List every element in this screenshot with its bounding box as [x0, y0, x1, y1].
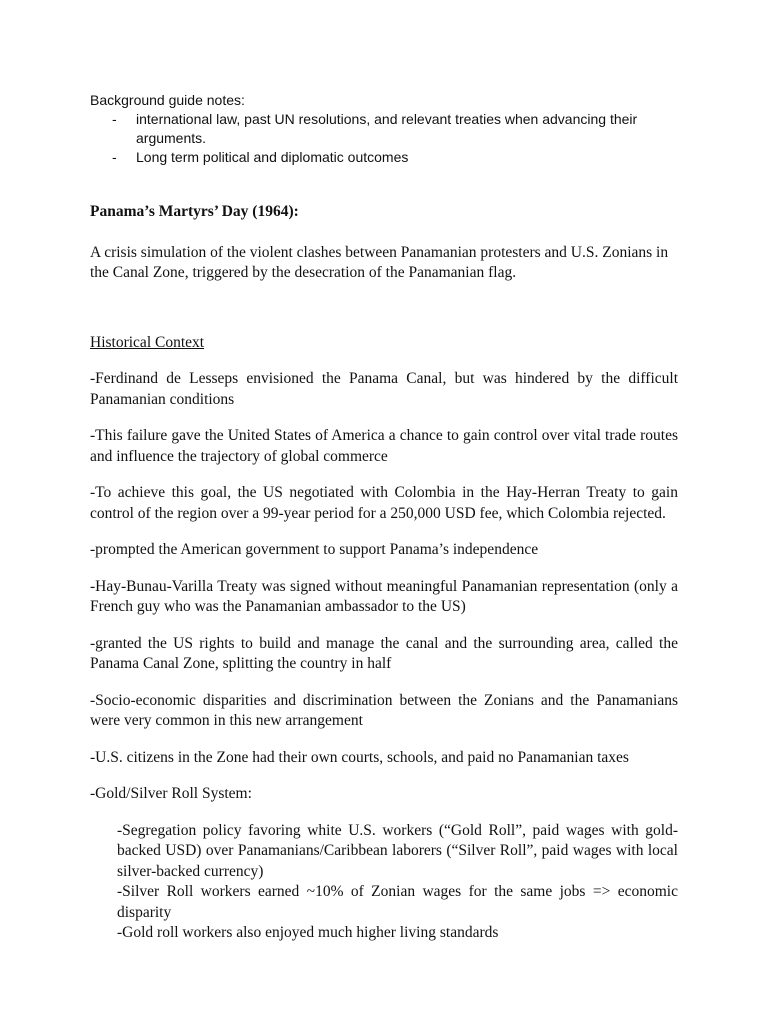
notes-bullet-text: Long term political and diplomatic outcomes [136, 149, 409, 165]
main-content [90, 202, 678, 944]
context-paragraph: -This failure gave the United States of America a chance to gain control over vital trade routes and influence the trajectory of global commerce [90, 427, 678, 465]
topic-description: A crisis simulation of the violent clashes between Panamanian protesters and U.S. Zonians in the Canal Zone, triggered by the desecration of the Panamanian flag. [90, 243, 669, 281]
context-paragraph: -Socio-economic disparities and discrimination between the Zonians and the Panamanians were very common in this new arrangement [90, 691, 678, 729]
sub-point: -Silver Roll workers earned ~10% of Zonian wages for the same jobs => economic disparity [117, 883, 678, 921]
section-heading-historical-context: Historical Context [90, 333, 205, 351]
notes-bullet [90, 148, 650, 167]
sub-point: -Segregation policy favoring white U.S. workers (“Gold Roll”, paid wages with gold-backed USD) over Panamanians/Caribbean laborers (“Silver Roll”, paid wages with local silver-backed currency) [117, 821, 678, 880]
context-paragraph: -Ferdinand de Lesseps envisioned the Panama Canal, but was hindered by the difficult Panamanian conditions [90, 370, 678, 408]
context-paragraph: -To achieve this goal, the US negotiated with Colombia in the Hay-Herran Treaty to gain control of the region over a 99-year period for a 250,000 USD fee, which Colombia rejected. [90, 484, 678, 522]
context-paragraph: -Hay-Bunau-Varilla Treaty was signed without meaningful Panamanian representation (only a French guy who was the Panamanian ambassador to the US) [90, 577, 678, 615]
notes-bullet [90, 110, 650, 148]
context-paragraph: -granted the US rights to build and manage the canal and the surrounding area, called the Panama Canal Zone, splitting the country in half [90, 634, 678, 672]
context-paragraph: -Gold/Silver Roll System: [90, 785, 252, 802]
sub-point: -Gold roll workers also enjoyed much higher living standards [117, 924, 499, 941]
notes-bullet-text: international law, past UN resolutions, and relevant treaties when advancing their arguments. [136, 111, 638, 146]
background-notes [90, 91, 650, 167]
gold-silver-roll-details [117, 821, 678, 944]
topic-title: Panama’s Martyrs’ Day (1964): [90, 203, 299, 220]
bullet-dash: - [112, 149, 117, 165]
notes-heading: Background guide notes: [90, 92, 245, 108]
bullet-dash: - [112, 111, 117, 127]
context-paragraph: -prompted the American government to support Panama’s independence [90, 541, 539, 558]
context-paragraph: -U.S. citizens in the Zone had their own courts, schools, and paid no Panamanian taxes [90, 748, 629, 766]
